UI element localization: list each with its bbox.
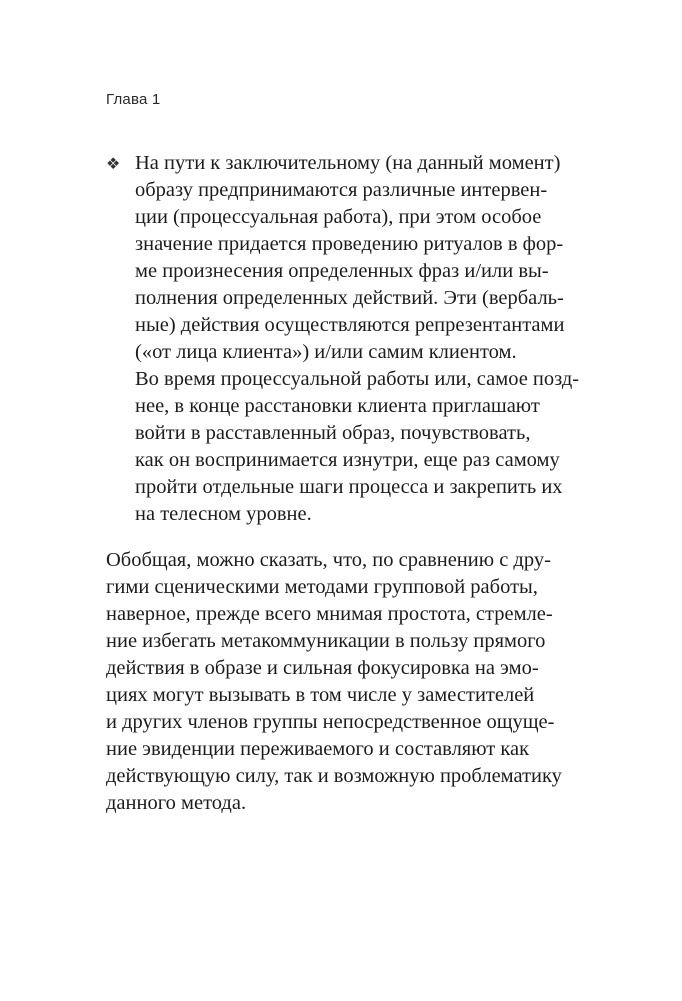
bullet-line: войти в расставленный образ, почувствовать, — [135, 422, 531, 444]
bullet-line: значение придается проведению ритуалов в фор- — [135, 233, 564, 255]
bullet-line: Во время процессуальной работы или, самое позд- — [135, 368, 580, 390]
paragraph-line: ние избегать метакоммуникации в пользу прямого — [106, 630, 546, 652]
paragraph-line: Обобщая, можно сказать, что, по сравнению с дру- — [106, 549, 551, 571]
paragraph-line: гими сценическими методами групповой работы, — [106, 576, 538, 598]
bullet-line: образу предпринимаются различные интервен- — [135, 179, 548, 201]
bullet-line: пройти отдельные шаги процесса и закрепить их — [135, 476, 563, 498]
paragraph-line: наверное, прежде всего мнимая простота, стремле- — [106, 603, 553, 625]
paragraph-line: действующую силу, так и возможную проблематику — [106, 765, 562, 787]
bullet-line: нее, в конце расстановки клиента приглашают — [135, 395, 540, 417]
bullet-line: ции (процессуальная работа), при этом особое — [135, 206, 542, 228]
bullet-line: ме произнесения определенных фраз и/или вы- — [135, 260, 549, 282]
bullet-line: ные) действия осуществляются репрезентантами — [135, 314, 565, 336]
paragraph-line: ние эвиденции переживаемого и составляют как — [106, 738, 530, 760]
running-head: Глава 1 — [106, 91, 161, 108]
four-diamond-ornament-icon: ❖ — [106, 154, 121, 173]
paragraph-line: действия в образе и сильная фокусировка на эмо- — [106, 657, 539, 679]
bullet-line: на телесном уровне. — [135, 503, 312, 525]
bullet-line: На пути к заключительному (на данный момент) — [135, 152, 561, 174]
bullet-line: как он воспринимается изнутри, еще раз самому — [135, 449, 560, 471]
paragraph-line: циях могут вызывать в том числе у заместителей — [106, 684, 535, 706]
bullet-line: («от лица клиента») и/или самим клиентом. — [135, 341, 517, 363]
bullet-line: полнения определенных действий. Эти (вербаль- — [135, 287, 564, 309]
paragraph-line: и других членов группы непосредственное ощуще- — [106, 711, 555, 733]
paragraph-line: данного метода. — [106, 792, 247, 814]
